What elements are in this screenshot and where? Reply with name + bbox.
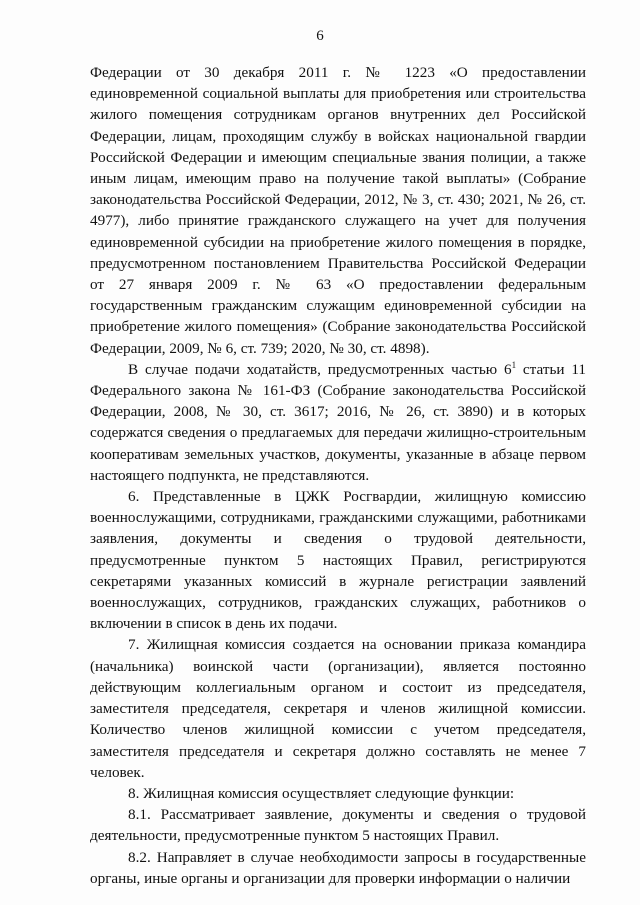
page-number: 6 (316, 28, 324, 44)
document-body (90, 62, 586, 889)
paragraph-item-8-1: 8.1. Рассматривает заявление, документы и сведения о трудовой деятельности, предусмотренные пунктом 5 настоящих Правил. (90, 806, 586, 845)
paragraph-petitions-text-end: статьи 11 Федерального закона № 161-ФЗ (Собрание законодательства Российской Федерации, 2008, № 30, ст. 3617; 2016, № 26, ст. 3890) и в которых содержатся сведения о предлагаемых для передачи жилищно-строительным кооперативам земельных участков, документы, указанные в абзаце первом настоящего подпункта, не представляются. (90, 360, 586, 484)
paragraph-petitions-text-start: В случае подачи ходатайств, предусмотренных частью 6 (128, 360, 512, 378)
paragraph-item-6: 6. Представленные в ЦЖК Росгвардии, жилищную комиссию военнослужащими, сотрудниками, гражданскими служащими, работниками заявления, документы и сведения о трудовой деятельности, предусмотренные пунктом 5 настоящих Правил, регистрируются секретарями указанных комиссий в журнале регистрации заявлений военнослужащих, сотрудников, гражданских служащих, работников о включении в список в день их подачи. (90, 488, 586, 633)
paragraph-continuation: Федерации от 30 декабря 2011 г. № 1223 «О предоставлении единовременной социальной выплаты для приобретения или строительства жилого помещения сотрудникам органов внутренних дел Российской Федерации, лицам, проходящим службу в войсках национальной гвардии Российской Федерации и имеющим специальные звания полиции, а также иным лицам, имеющим право на получение такой выплаты» (Собрание законодательства Российской Федерации, 2012, № 3, ст. 430; 2021, № 26, ст. 4977), либо принятие гражданского служащего на учет для получения единовременной субсидии на приобретение жилого помещения в порядке, предусмотренном постановлением Правительства Российской Федерации от 27 января 2009 г. № 63 «О предоставлении федеральным государственным гражданским служащим единовременной субсидии на приобретение жилого помещения» (Собрание законодательства Российской Федерации, 2009, № 6, ст. 739; 2020, № 30, ст. 4898). (90, 64, 586, 357)
paragraph-petitions-superscript: 1 (511, 359, 517, 370)
paragraph-item-8: 8. Жилищная комиссия осуществляет следующие функции: (128, 784, 515, 802)
paragraph-petitions (90, 359, 586, 486)
paragraph-item-8-2: 8.2. Направляет в случае необходимости запросы в государственные органы, иные органы и организации для проверки информации о наличии (90, 848, 586, 887)
paragraph-item-7: 7. Жилищная комиссия создается на основании приказа командира (начальника) воинской части (организации), является постоянно действующим коллегиальным органом и состоит из председателя, заместителя председателя, секретаря и членов жилищной комиссии. Количество членов жилищной комиссии с учетом председателя, заместителя председателя и секретаря должно составлять не менее 7 человек. (90, 636, 586, 781)
